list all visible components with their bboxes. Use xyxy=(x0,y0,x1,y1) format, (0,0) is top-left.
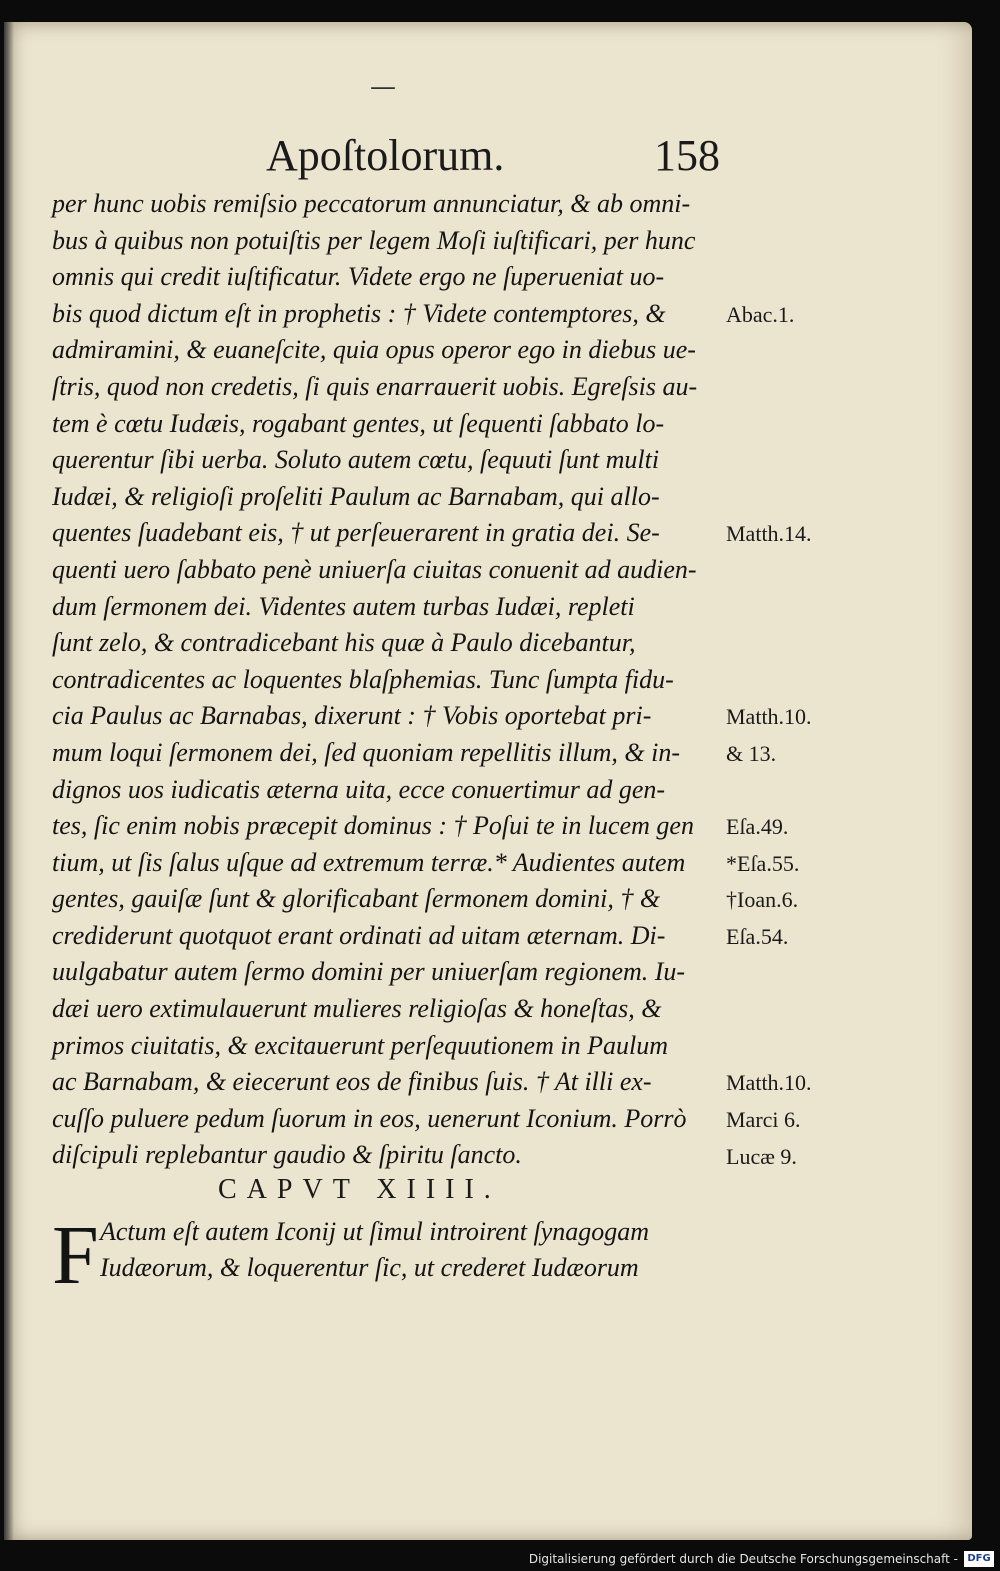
text-line: contradicentes ac loquentes blaſphemias. Tunc ſumpta fidu- xyxy=(52,664,674,694)
chapter-text-line: Actum eſt autem Iconij ut ſimul introirent ſynagogam xyxy=(100,1217,650,1246)
book-page xyxy=(4,22,972,1540)
margin-note: Matth.10. xyxy=(726,1070,812,1096)
text-line: per hunc uobis remiſsio peccatorum annunciatur, & ab omni- xyxy=(52,189,691,218)
dfg-logo: DFG xyxy=(964,1551,994,1567)
body-text xyxy=(52,186,742,1174)
chapter-text-line: Iudæorum, & loquerentur ſic, ut crederet Iudæorum xyxy=(100,1253,639,1282)
text-line: ac Barnabam, & eiecerunt eos de finibus ſuis. † At illi ex- xyxy=(52,1067,652,1097)
text-line: dum ſermonem dei. Videntes autem turbas Iudæi, repleti xyxy=(52,591,635,621)
text-line: tium, ut ſis ſalus uſque ad extremum terræ.* Audientes autem xyxy=(52,847,686,877)
chapter-heading: CAPVT XIIII. xyxy=(218,1174,501,1205)
drop-cap: F xyxy=(52,1209,99,1302)
text-line: tes, ſic enim nobis præcepit dominus : † Poſui te in lucem gen xyxy=(52,811,694,841)
margin-note: *Eſa.55. xyxy=(726,850,800,876)
text-line: bus à quibus non potuiſtis per legem Moſi iuſtificari, per hunc xyxy=(52,225,696,255)
text-line: tem è cœtu Iudæis, rogabant gentes, ut ſequenti ſabbato lo- xyxy=(52,408,665,438)
margin-note: Matth.14. xyxy=(726,521,812,547)
page-header xyxy=(4,122,972,182)
margin-note: Eſa.49. xyxy=(726,814,789,840)
text-line: admiramini, & euaneſcite, quia opus operor ego in diebus ue- xyxy=(52,335,696,365)
text-line: quentes ſuadebant eis, † ut perſeuerarent in gratia dei. Se- xyxy=(52,518,660,548)
text-line: cuſſo puluere pedum ſuorum in eos, uenerunt Iconium. Porrò xyxy=(52,1103,687,1133)
text-line: Iudæi, & religioſi proſeliti Paulum ac Barnabam, qui allo- xyxy=(52,481,660,511)
text-line: uulgabatur autem ſermo domini per uniuerſam regionem. Iu- xyxy=(52,957,686,987)
margin-note: Marci 6. xyxy=(726,1107,801,1132)
page-number: 158 xyxy=(654,131,720,180)
text-line: querentur ſibi uerba. Soluto autem cœtu, ſequuti ſunt multi xyxy=(52,445,660,475)
text-line: quenti uero ſabbato penè uniuerſa ciuitas conuenit ad audien- xyxy=(52,554,697,584)
text-line: crediderunt quotquot erant ordinati ad uitam æternam. Di- xyxy=(52,920,666,950)
text-line: cia Paulus ac Barnabas, dixerunt : † Vobis oportebat pri- xyxy=(52,701,652,731)
margin-note: Eſa.54. xyxy=(726,924,789,949)
text-line: dæi uero extimulauerunt mulieres religioſas & honeſtas, & xyxy=(52,994,662,1024)
text-line: ſunt zelo, & contradicebant his quæ à Paulo dicebantur, xyxy=(52,628,636,658)
text-line: omnis qui credit iuſtificatur. Videte ergo ne ſuperueniat uo- xyxy=(52,262,665,292)
page-spine-shadow xyxy=(4,22,14,1540)
chapter-text xyxy=(52,1209,742,1302)
margin-note: †Ioan.6. xyxy=(726,887,799,913)
footer-credit: Digitalisierung gefördert durch die Deutsche Forschungsgemeinschaft - xyxy=(528,1552,958,1566)
text-line: gentes, gauiſæ ſunt & glorificabant ſermonem domini, † & xyxy=(52,884,661,914)
margin-note: Abac.1. xyxy=(726,301,795,327)
running-title: Apoſtolorum. xyxy=(266,131,505,180)
text-line: primos ciuitatis, & excitauerunt perſequutionem in Paulum xyxy=(52,1030,668,1060)
text-line: bis quod dictum eſt in prophetis : † Videte contemptores, & xyxy=(52,298,666,328)
margin-note: & 13. xyxy=(726,741,777,766)
text-line: dignos uos iudicatis æterna uita, ecce conuertimur ad gen- xyxy=(52,774,666,804)
text-line: diſcipuli replebantur gaudio & ſpiritu ſancto. xyxy=(52,1140,522,1170)
margin-note: Matth.10. xyxy=(726,704,812,730)
footer-bar xyxy=(0,1548,1000,1571)
top-mark: — xyxy=(370,72,396,102)
text-line: ſtris, quod non credetis, ſi quis enarrauerit uobis. Egreſsis au- xyxy=(52,371,698,401)
margin-note: Lucæ 9. xyxy=(726,1143,797,1169)
text-line: mum loqui ſermonem dei, ſed quoniam repellitis illum, & in- xyxy=(52,737,681,767)
